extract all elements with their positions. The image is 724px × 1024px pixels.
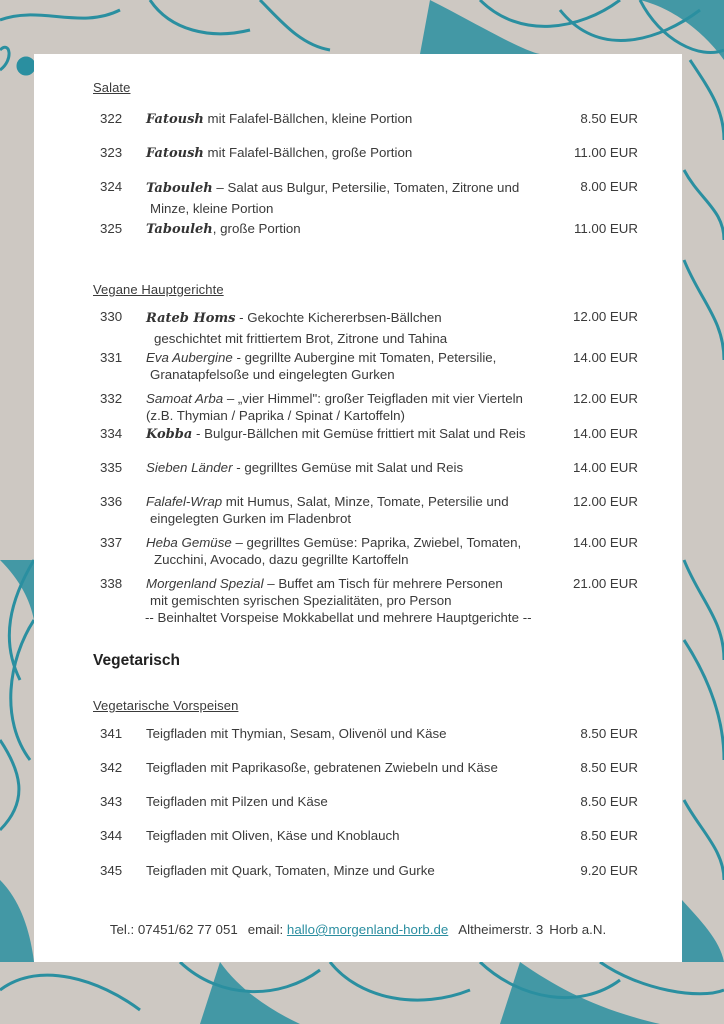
item-number: 338 <box>100 576 123 591</box>
item-price: 11.00 EUR <box>573 221 638 236</box>
dish-description-cont: Minze, kleine Portion <box>150 201 274 216</box>
dish-description: - Bulgur-Bällchen mit Gemüse frittiert mit Salat und Reis <box>192 426 526 441</box>
section-vegane-hauptgerichte: Vegane Hauptgerichte <box>93 282 224 297</box>
dish-description: Teigfladen mit Oliven, Käse und Knoblauch <box>146 828 400 843</box>
item-price: 12.00 EUR <box>572 309 638 324</box>
dish-description: – Buffet am Tisch für mehrere Personen <box>263 576 503 591</box>
item-number: 322 <box>100 111 123 126</box>
dish-description: mit Falafel-Bällchen, große Portion <box>203 145 413 160</box>
section-salate: Salate <box>93 80 131 95</box>
item-price: 8.50 EUR <box>580 111 638 126</box>
dish-description-cont: Zucchini, Avocado, dazu gegrillte Kartoffeln <box>154 552 409 567</box>
item-price: 9.20 EUR <box>580 863 638 878</box>
item-price: 14.00 EUR <box>572 535 638 550</box>
item-price: 11.00 EUR <box>573 145 638 160</box>
dish-name: Fatoush <box>146 146 204 161</box>
phone-number: Tel.: 07451/62 77 051 <box>109 922 238 937</box>
dish-description: – „vier Himmel": großer Teigfladen mit vier Vierteln <box>223 391 523 406</box>
dish-name: Tabouleh <box>146 181 213 196</box>
category-heading: Vegetarisch <box>93 652 181 669</box>
item-price: 8.50 EUR <box>580 794 638 809</box>
dish-description-cont: Granatapfelsoße und eingelegten Gurken <box>150 367 395 382</box>
item-price: 8.50 EUR <box>580 828 638 843</box>
dish-description: – Salat aus Bulgur, Petersilie, Tomaten, Zitrone und <box>212 180 520 195</box>
dish-description-note: -- Beinhaltet Vorspeise Mokkabellat und mehrere Hauptgerichte -- <box>145 610 532 625</box>
item-number: 332 <box>100 391 123 406</box>
dish-name: Falafel-Wrap <box>146 494 223 509</box>
section-vegetarische-vorspeisen: Vegetarische Vorspeisen <box>93 698 239 713</box>
dish-description: , große Portion <box>212 221 301 236</box>
item-number: 336 <box>100 494 123 509</box>
dish-name: Heba Gemüse <box>146 535 232 550</box>
dish-description: Teigfladen mit Paprikasoße, gebratenen Zwiebeln und Käse <box>146 760 498 775</box>
item-price: 12.00 EUR <box>572 494 638 509</box>
item-price: 14.00 EUR <box>572 460 638 475</box>
item-number: 345 <box>100 863 123 878</box>
item-number: 344 <box>100 828 123 843</box>
item-number: 335 <box>100 460 123 475</box>
item-number: 323 <box>100 145 123 160</box>
item-number: 334 <box>100 426 123 441</box>
dish-name: Samoat Arba <box>146 391 224 406</box>
item-price: 8.50 EUR <box>580 760 638 775</box>
item-price: 8.00 EUR <box>580 179 638 194</box>
dish-name: Morgenland Spezial <box>146 576 264 591</box>
item-number: 324 <box>100 179 123 194</box>
street-address: Altheimerstr. 3 <box>458 922 544 937</box>
dish-name: Rateb Homs <box>146 311 236 326</box>
dish-description: mit Falafel-Bällchen, kleine Portion <box>203 111 413 126</box>
city: Horb a.N. <box>549 922 607 937</box>
item-number: 337 <box>100 535 123 550</box>
item-price: 14.00 EUR <box>572 350 638 365</box>
dish-description-cont: (z.B. Thymian / Paprika / Spinat / Kartoffeln) <box>146 408 405 423</box>
dish-description: - gegrilltes Gemüse mit Salat und Reis <box>232 460 464 475</box>
item-price: 14.00 EUR <box>572 426 638 441</box>
email-link[interactable]: hallo@morgenland-horb.de <box>286 922 449 937</box>
dish-description: mit Humus, Salat, Minze, Tomate, Petersilie und <box>222 494 509 509</box>
dish-description: Teigfladen mit Pilzen und Käse <box>146 794 328 809</box>
email-label: email: <box>247 922 284 937</box>
item-price: 12.00 EUR <box>572 391 638 406</box>
dish-description-cont: mit gemischten syrischen Spezialitäten, pro Person <box>150 593 452 608</box>
dish-description: Teigfladen mit Thymian, Sesam, Olivenöl und Käse <box>146 726 447 741</box>
item-number: 331 <box>100 350 123 365</box>
dish-description: - gegrillte Aubergine mit Tomaten, Petersilie, <box>232 350 497 365</box>
dish-name: Fatoush <box>146 112 204 127</box>
dish-description: - Gekochte Kichererbsen-Bällchen <box>235 310 442 325</box>
dish-description-cont: geschichtet mit frittiertem Brot, Zitrone und Tahina <box>154 331 448 346</box>
item-price: 8.50 EUR <box>580 726 638 741</box>
item-number: 330 <box>100 309 123 324</box>
item-number: 341 <box>100 726 123 741</box>
dish-description-cont: eingelegten Gurken im Fladenbrot <box>150 511 352 526</box>
dish-description: Teigfladen mit Quark, Tomaten, Minze und Gurke <box>146 863 435 878</box>
dish-name: Kobba <box>146 427 193 442</box>
dish-description: – gegrilltes Gemüse: Paprika, Zwiebel, Tomaten, <box>231 535 522 550</box>
dish-name: Sieben Länder <box>146 460 233 475</box>
item-number: 342 <box>100 760 123 775</box>
item-number: 343 <box>100 794 123 809</box>
item-price: 21.00 EUR <box>572 576 638 591</box>
footer-contact <box>34 922 682 937</box>
menu-page <box>34 54 682 962</box>
item-number: 325 <box>100 221 123 236</box>
dish-name: Tabouleh <box>146 222 213 237</box>
dish-name: Eva Aubergine <box>146 350 233 365</box>
